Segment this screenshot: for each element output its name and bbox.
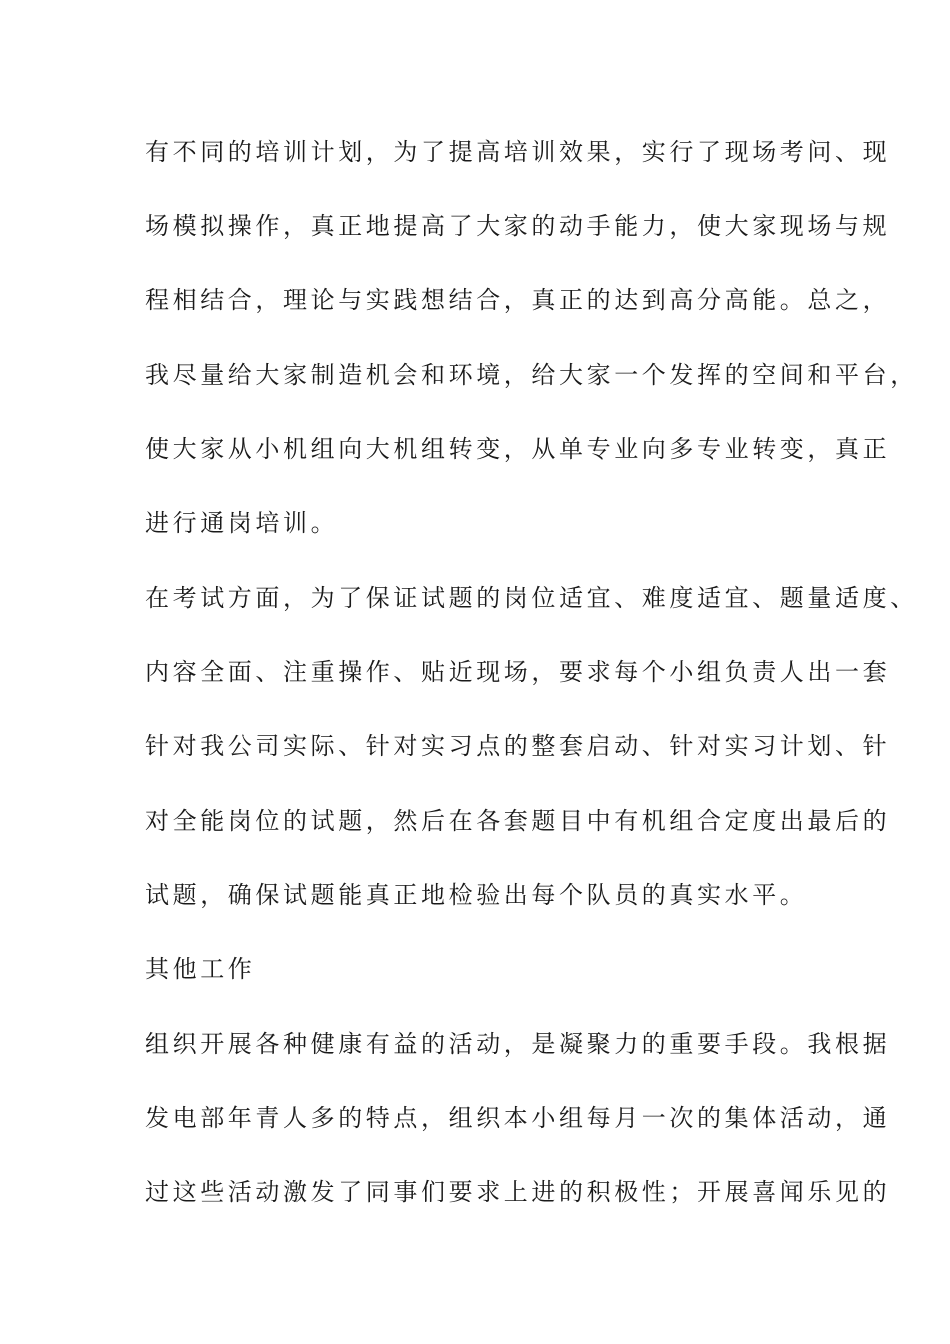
- text-line: 对全能岗位的试题，然后在各套题目中有机组合定度出最后的: [145, 807, 891, 835]
- text-line: 过这些活动激发了同事们要求上进的积极性；开展喜闻乐见的: [145, 1178, 891, 1206]
- text-line: 发电部年青人多的特点，组织本小组每月一次的集体活动，通: [145, 1104, 891, 1132]
- text-line: 进行通岗培训。: [145, 509, 339, 537]
- text-line: 在考试方面，为了保证试题的岗位适宜、难度适宜、题量适度、: [145, 584, 918, 612]
- text-line: 有不同的培训计划，为了提高培训效果，实行了现场考问、现: [145, 138, 891, 166]
- text-line: 内容全面、注重操作、贴近现场，要求每个小组负责人出一套: [145, 658, 891, 686]
- section-heading: 其他工作: [145, 955, 256, 983]
- text-line: 组织开展各种健康有益的活动，是凝聚力的重要手段。我根据: [145, 1030, 891, 1058]
- text-line: 场模拟操作，真正地提高了大家的动手能力，使大家现场与规: [145, 212, 891, 240]
- text-line: 我尽量给大家制造机会和环境，给大家一个发挥的空间和平台，: [145, 361, 918, 389]
- text-line: 程相结合，理论与实践想结合，真正的达到高分高能。总之，: [145, 286, 891, 314]
- text-line: 试题，确保试题能真正地检验出每个队员的真实水平。: [145, 881, 808, 909]
- text-line: 针对我公司实际、针对实习点的整套启动、针对实习计划、针: [145, 732, 891, 760]
- text-line: 使大家从小机组向大机组转变，从单专业向多专业转变，真正: [145, 435, 891, 463]
